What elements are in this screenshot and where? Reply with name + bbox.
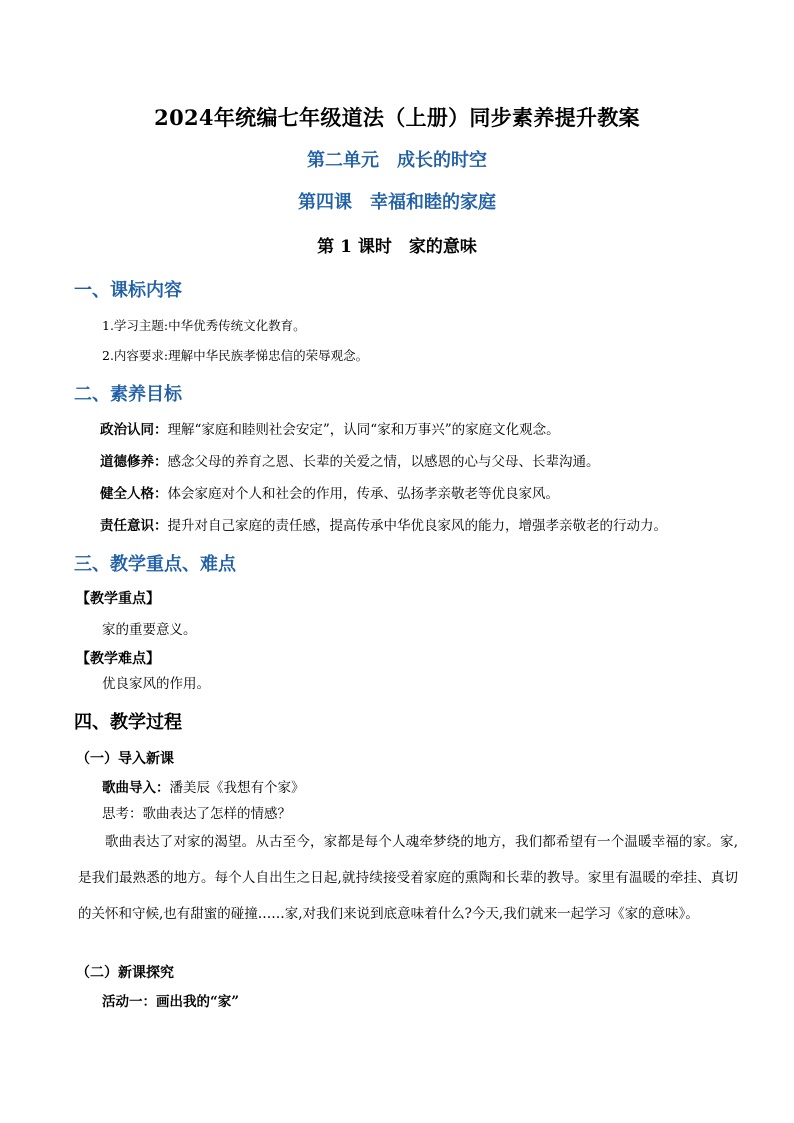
goal-label: 政治认同：: [100, 422, 168, 438]
goal-political: [100, 420, 560, 440]
section-heading-key-points: 三、教学重点、难点: [74, 554, 236, 575]
key-point-text: 家的重要意义。: [102, 622, 197, 638]
intro-paragraph: 歌曲表达了对家的渴望。从古至今，家都是每个人魂牵梦绕的地方，我们都希望有一个温暖幸福的家。家,是我们最熟悉的地方。每个人自出生之日起,就持续接受着家庭的熏陶和长辈的教导。家里有温暖的牵挂、真切的关怀和守候,也有甜蜜的碰撞……家,对我们来说到底意味着什么?今天,我们就来一起学习《家的意味》。: [78, 834, 738, 922]
section-heading-process: 四、教学过程: [74, 712, 182, 733]
goal-label: 道德修养：: [100, 454, 168, 470]
period-title: 第 1 课时 家的意味: [317, 237, 477, 257]
key-point-label: 【教学重点】: [76, 591, 160, 607]
goal-text: 提升对自己家庭的责任感，提高传承中华优良家风的能力，增强孝亲敬老的行动力。: [167, 518, 667, 534]
standard-item-1: 1.学习主题:中华优秀传统文化教育。: [102, 318, 306, 333]
document-title: 2024年统编七年级道法（上册）同步素养提升教案: [154, 105, 640, 130]
activity-one: 活动一：画出我的“家”: [102, 994, 240, 1010]
goal-text: 理解“家庭和睦则社会安定”，认同“家和万事兴”的家庭文化观念。: [167, 422, 560, 438]
goal-text: 体会家庭对个人和社会的作用，传承、弘扬孝亲敬老等优良家风。: [167, 486, 559, 502]
goal-text: 感念父母的养育之恩、长辈的关爱之情，以感恩的心与父母、长辈沟通。: [167, 454, 600, 470]
goal-label: 责任意识：: [100, 518, 168, 534]
think-question: 思考：歌曲表达了怎样的情感？: [102, 806, 291, 822]
goal-responsibility: [100, 516, 667, 536]
subsection-explore: （二）新课探究: [76, 965, 174, 981]
difficulty-label: 【教学难点】: [76, 651, 160, 667]
unit-title: 第二单元 成长的时空: [307, 150, 487, 171]
subsection-intro: （一）导入新课: [76, 751, 174, 767]
section-heading-standards: 一、课标内容: [74, 280, 182, 301]
goal-label: 健全人格：: [100, 486, 168, 502]
song-text: 潘美辰《我想有个家》: [169, 780, 305, 796]
song-intro: [102, 778, 305, 798]
goal-personality: [100, 484, 559, 504]
lesson-title: 第四课 幸福和睦的家庭: [298, 192, 496, 213]
standard-item-2: 2.内容要求:理解中华民族孝悌忠信的荣辱观念。: [102, 348, 369, 363]
section-heading-goals: 二、素养目标: [74, 384, 182, 405]
goal-moral: [100, 452, 600, 472]
difficulty-text: 优良家风的作用。: [102, 676, 210, 692]
song-label: 歌曲导入：: [102, 780, 170, 796]
